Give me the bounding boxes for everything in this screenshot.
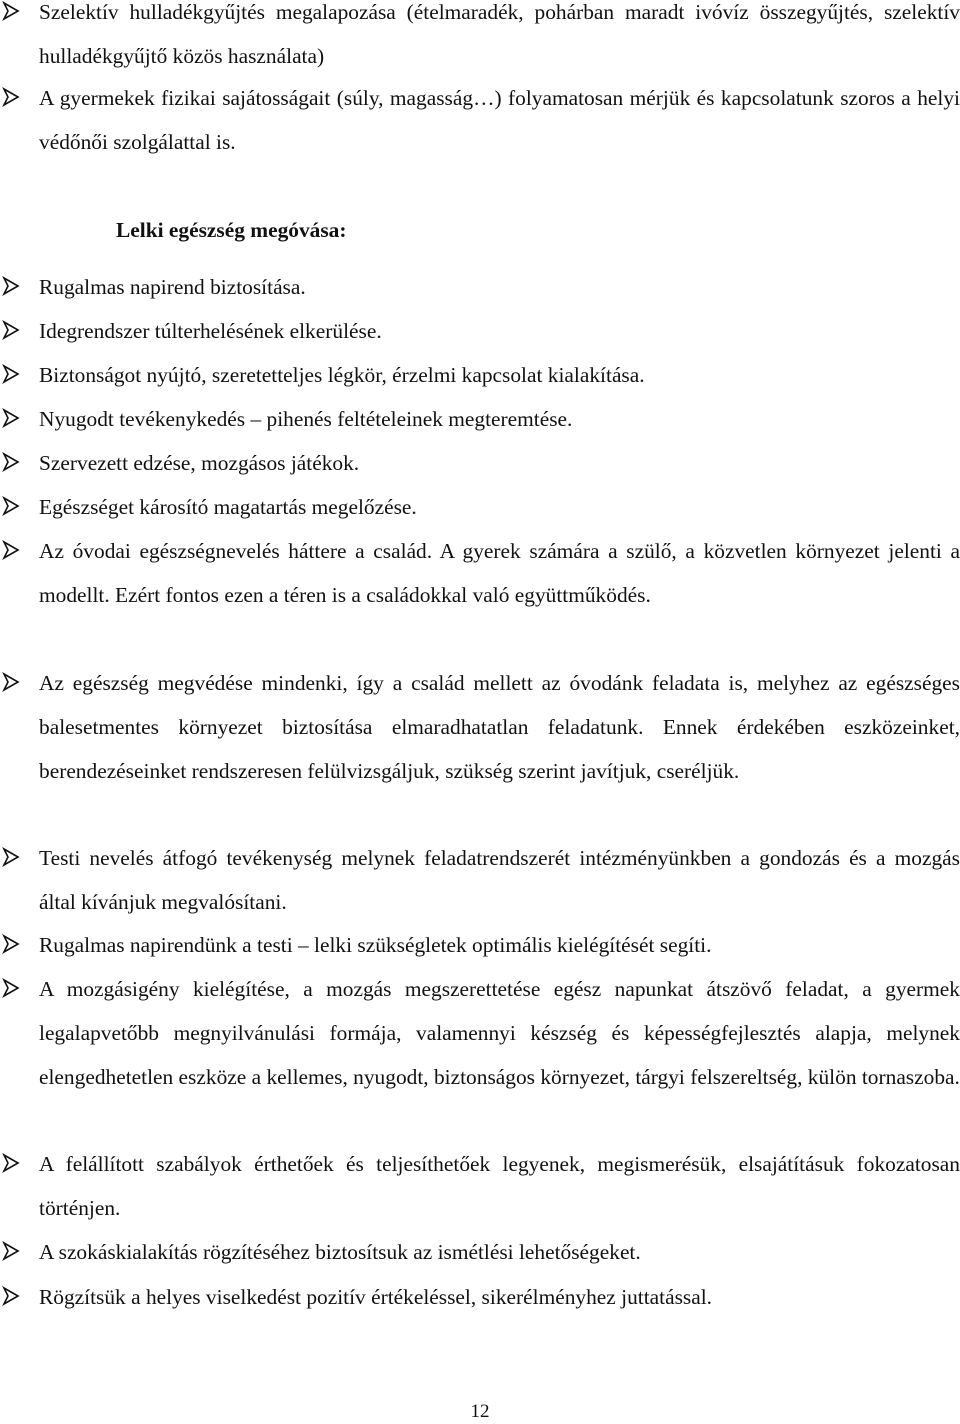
arrowhead-bullet-icon (1, 76, 23, 120)
arrowhead-bullet-icon (1, 353, 23, 397)
arrowhead-bullet-icon (1, 1230, 23, 1274)
list-item (0, 529, 960, 617)
arrowhead-bullet-icon (1, 265, 23, 309)
arrowhead-bullet-icon (1, 0, 23, 34)
arrowhead-bullet-icon (1, 661, 23, 705)
list-item (0, 441, 960, 485)
arrowhead-bullet-icon (1, 485, 23, 529)
arrowhead-bullet-icon (1, 529, 23, 573)
list-item (0, 353, 960, 397)
arrowhead-bullet-icon (1, 1142, 23, 1186)
list-item (0, 1230, 960, 1274)
arrowhead-bullet-icon (1, 967, 23, 1011)
list-item-text: A mozgásigény kielégítése, a mozgás megszerettetése egész napunkat átszövő feladat, a gyermek legalapvetőbb megnyilvánulási formája, valamennyi készség és képességfejlesztés alapja, melynek elengedhetetlen eszköze a kellemes, nyugodt, biztonságos környezet, tárgyi felszereltség, külön tornaszoba. (39, 977, 960, 1089)
list-item-text: Rugalmas napirend biztosítása. (39, 275, 306, 299)
arrowhead-bullet-icon (1, 397, 23, 441)
section-heading: Lelki egészség megóvása: (116, 218, 347, 242)
list-item-text: Idegrendszer túlterhelésének elkerülése. (39, 319, 382, 343)
list-item-text: Szervezett edzése, mozgásos játékok. (39, 451, 360, 475)
list-item-text: Biztonságot nyújtó, szeretetteljes légkör, érzelmi kapcsolat kialakítása. (39, 363, 645, 387)
list-item-text: Testi nevelés átfogó tevékenység melynek feladatrendszerét intézményünkben a gondozás és a mozgás által kívánjuk megvalósítani. (39, 846, 960, 914)
list-item-text: Nyugodt tevékenykedés – pihenés feltételeinek megteremtése. (39, 407, 573, 431)
arrowhead-bullet-icon (1, 309, 23, 353)
list-item (0, 1275, 960, 1319)
list-item (0, 485, 960, 529)
list-item (0, 397, 960, 441)
arrowhead-bullet-icon (1, 923, 23, 967)
list-item (0, 836, 960, 924)
list-item-text: Az egészség megvédése mindenki, így a család mellett az óvodánk feladata is, melyhez az egészséges balesetmentes környezet biztosítása elmaradhatatlan feladatunk. Ennek érdekében eszközeinket, berendezéseinket rendszeresen felülvizsgáljuk, szükség szerint javítjuk, cseréljük. (39, 671, 960, 783)
list-item-text: Rugalmas napirendünk a testi – lelki szükségletek optimális kielégítését segíti. (39, 933, 712, 957)
list-item (0, 265, 960, 309)
list-item-text: Rögzítsük a helyes viselkedést pozitív értékeléssel, sikerélményhez juttatással. (39, 1285, 713, 1309)
list-item-text: Az óvodai egészségnevelés háttere a család. A gyerek számára a szülő, a közvetlen környezet jelenti a modellt. Ezért fontos ezen a téren is a családokkal való együttműködés. (39, 539, 960, 607)
list-item (0, 1142, 960, 1230)
list-item-text: A felállított szabályok érthetőek és teljesíthetőek legyenek, megismerésük, elsajátításuk fokozatosan történjen. (39, 1152, 960, 1220)
list-item (0, 923, 960, 967)
list-item (0, 309, 960, 353)
list-item-text: A szokáskialakítás rögzítéséhez biztosítsuk az ismétlési lehetőségeket. (39, 1240, 641, 1264)
list-item-text: Egészséget károsító magatartás megelőzése. (39, 495, 417, 519)
list-item-text: A gyermekek fizikai sajátosságait (súly, magasság…) folyamatosan mérjük és kapcsolatunk szoros a helyi védőnői szolgálattal is. (39, 86, 960, 154)
page-number: 12 (470, 1401, 490, 1422)
list-item (0, 967, 960, 1099)
arrowhead-bullet-icon (1, 836, 23, 880)
list-item (0, 0, 960, 78)
arrowhead-bullet-icon (1, 1275, 23, 1319)
list-item (0, 661, 960, 793)
list-item (0, 76, 960, 164)
list-item-text: Szelektív hulladékgyűjtés megalapozása (ételmaradék, pohárban maradt ivóvíz összegyűjtés, szelektív hulladékgyűjtő közös használata) (39, 0, 960, 68)
arrowhead-bullet-icon (1, 441, 23, 485)
